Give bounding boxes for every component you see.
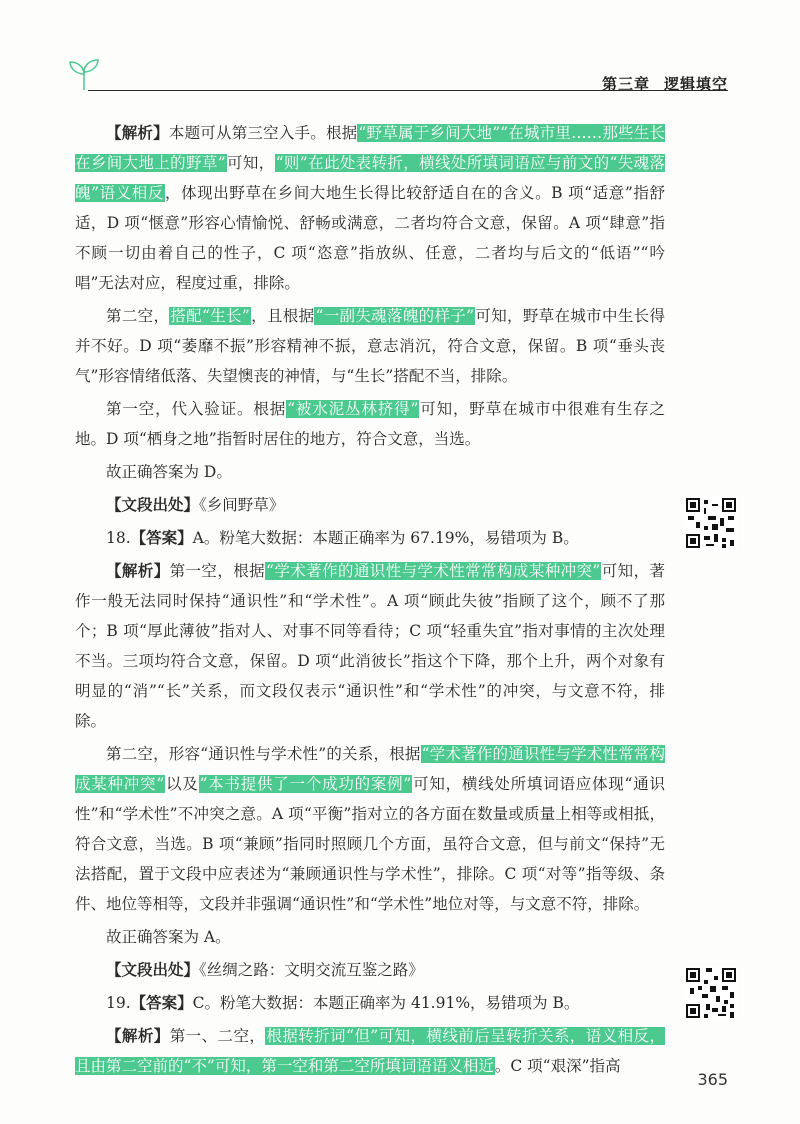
qr-code-icon[interactable] bbox=[684, 496, 738, 550]
analysis-paragraph: 第二空，搭配“生长”，且根据“一副失魂落魄的样子”可知，野草在城市中生长得并不好。D 项“萎靡不振”形容精神不振，意志消沉，符合文意，保留。B 项“垂头丧气”形容情绪低落、失望懊丧的神情，与“生长”搭配不当，排除。 bbox=[75, 307, 665, 385]
answer-conclusion: 故正确答案为 A。 bbox=[106, 928, 231, 946]
analysis-paragraph: 第二空，形容“通识性与学术性”的关系，根据“学术著作的通识性与学术性常常构成某种冲突”以及“本书提供了一个成功的案例”可知，横线处所填词语应体现“通识性”和“学术性”不冲突之意。A 项“平衡”指对立的各方面在数量或质量上相等或相抵，符合文意，当选。B 项“兼顾”指同时照顾几个方面，虽符合文意，但与前文“保持”无法搭配，置于文段中应表述为“兼顾通识性与学术性”，排除。C 项“对等”指等级、条件、地位等相等，文段并非强调“通识性”和“学术性”地位对等，与文意不符，排除。 bbox=[75, 745, 665, 913]
chapter-number: 第三章 bbox=[601, 75, 650, 93]
page-number: 365 bbox=[697, 1070, 728, 1089]
qr-code-icon[interactable] bbox=[684, 966, 738, 1020]
answer-explanations bbox=[75, 118, 665, 1084]
answer-line-18: 18.【答案】A。粉笔大数据：本题正确率为 67.19%，易错项为 B。 bbox=[106, 528, 579, 547]
chapter-heading bbox=[602, 73, 728, 94]
source-line: 【文段出处】《乡间野草》 bbox=[106, 495, 285, 514]
chapter-title: 逻辑填空 bbox=[663, 75, 728, 93]
source-line: 【文段出处】《丝绸之路：文明交流互鉴之路》 bbox=[106, 960, 424, 979]
analysis-paragraph: 【解析】本题可从第三空入手。根据“野草属于乡间大地”“在城市里……那些生长在乡间大地上的野草”可知，“则”在此处表转折，横线处所填词语应与前文的“失魂落魄”语义相反，体现出野草在乡间大地生长得比较舒适自在的含义。B 项“适意”指舒适，D 项“惬意”形容心情愉悦、舒畅或满意，二者均符合文意，保留。A 项“肆意”指不顾一切由着自己的性子，C 项“恣意”指放纵、任意，二者均与后文的“低语”“吟唱”无法对应，程度过重，排除。 bbox=[75, 123, 665, 292]
answer-line-19: 19.【答案】C。粉笔大数据：本题正确率为 41.91%，易错项为 B。 bbox=[106, 993, 580, 1012]
highlight: “则”在此处表转折，横线处所填词语应与前文的“失魂落魄”语义相反 bbox=[75, 154, 665, 202]
highlight: “被水泥丛林挤得” bbox=[287, 400, 419, 418]
highlight: “本书提供了一个成功的案例” bbox=[199, 775, 412, 793]
highlight: 搭配“生长” bbox=[170, 307, 250, 325]
analysis-paragraph: 【解析】第一、二空，根据转折词“但”可知，横线前后呈转折关系，语义相反，且由第二空前的“不”可知，第一空和第二空所填词语语义相近。C 项“艰深”指高 bbox=[75, 1026, 665, 1075]
analysis-paragraph: 【解析】第一空，根据“学术著作的通识性与学术性常常构成某种冲突”可知，著作一般无法同时保持“通识性”和“学术性”。A 项“顾此失彼”指顾了这个，顾不了那个；B 项“厚此薄彼”指对人、对事不同等看待；C 项“轻重失宜”指对事情的主次处理不当。三项均符合文意，保留。D 项“此消彼长”指这个下降，那个上升，两个对象有明显的“消”“长”关系，而文段仅表示“通识性”和“学术性”的冲突，与文意不符，排除。 bbox=[75, 561, 665, 730]
highlight: “学术著作的通识性与学术性常常构成某种冲突” bbox=[75, 745, 665, 793]
highlight: “一副失魂落魄的样子” bbox=[315, 307, 475, 325]
leaf-icon bbox=[64, 52, 104, 92]
highlight: “学术著作的通识性与学术性常常构成某种冲突” bbox=[266, 562, 601, 580]
answer-conclusion: 故正确答案为 D。 bbox=[106, 463, 232, 481]
highlight: 根据转折词“但”可知，横线前后呈转折关系，语义相反，且由第二空前的“不”可知，第一空和第二空所填词语语义相近 bbox=[75, 1027, 665, 1075]
highlight: “野草属于乡间大地”“在城市里……那些生长在乡间大地上的野草” bbox=[75, 124, 665, 172]
analysis-paragraph: 第一空，代入验证。根据“被水泥丛林挤得”可知，野草在城市中很难有生存之地。D 项“栖身之地”指暂时居住的地方，符合文意，当选。 bbox=[75, 400, 665, 448]
